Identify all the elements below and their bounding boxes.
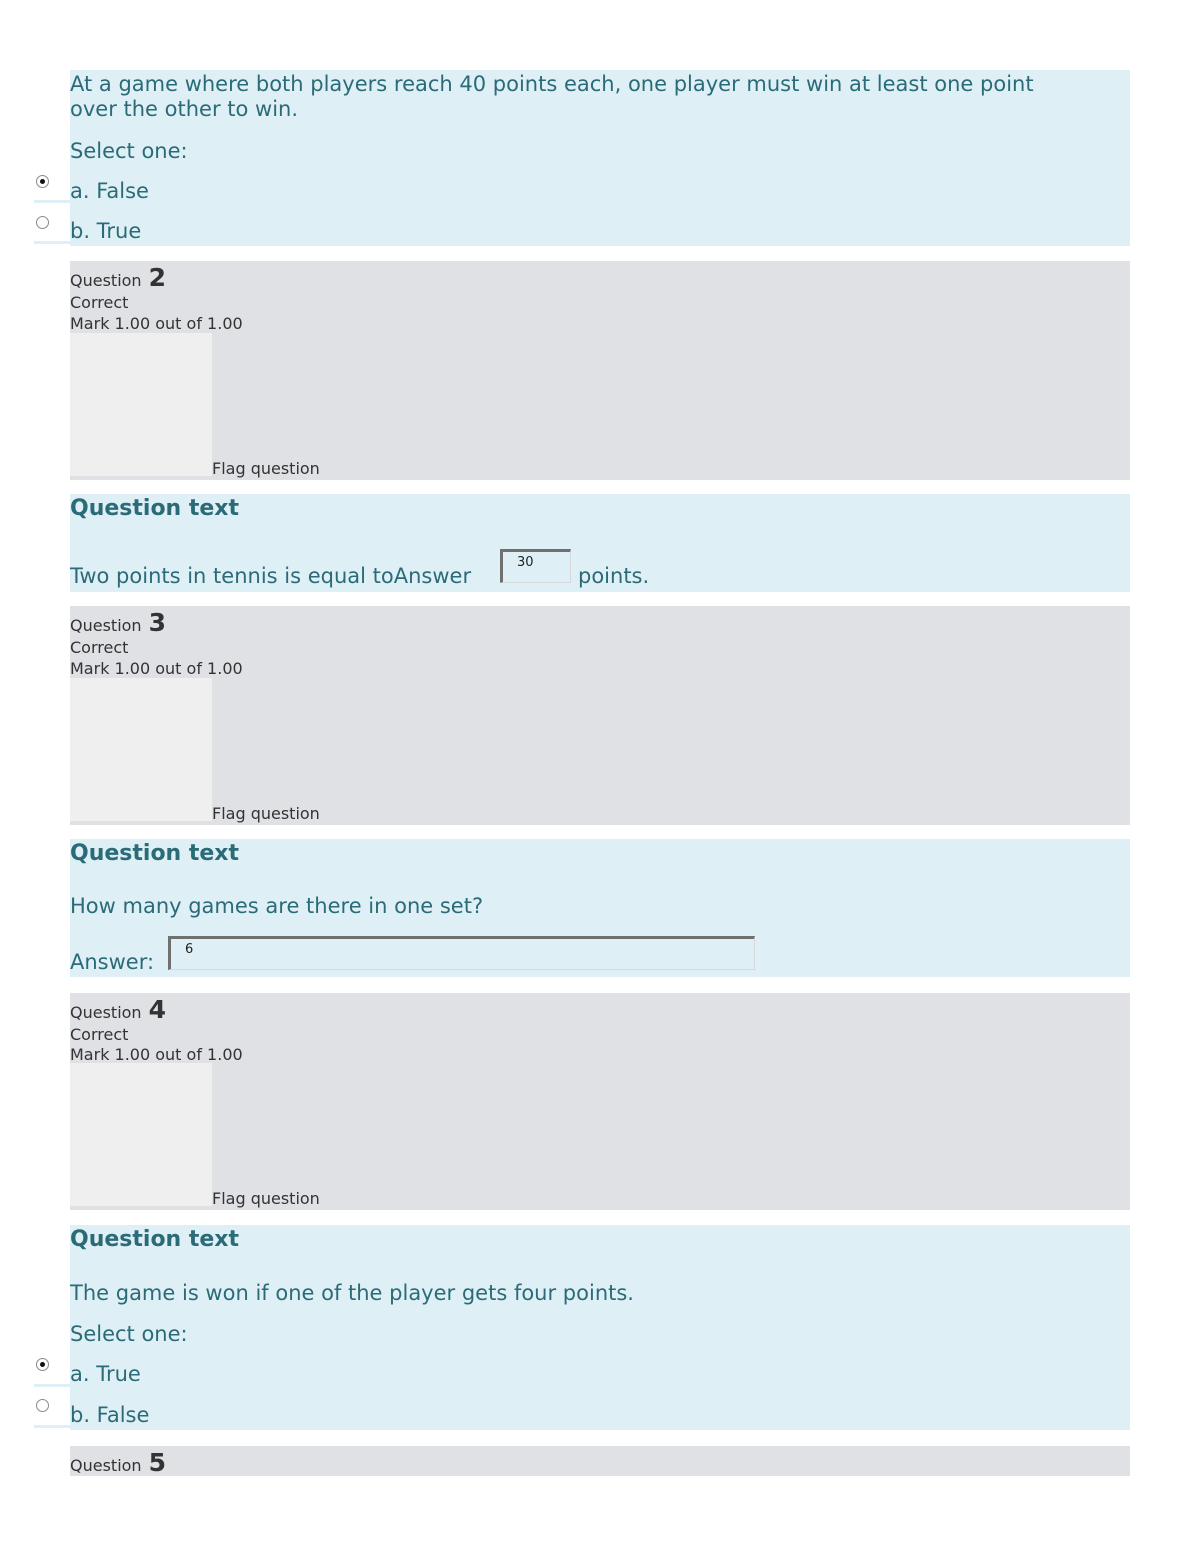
question-3-answer-label: Answer: (70, 950, 155, 974)
question-4-flag-link[interactable]: Flag question (212, 1189, 320, 1208)
question-5-number-value: 5 (148, 1448, 167, 1477)
radio-underline (34, 241, 70, 244)
question-5-info (70, 1446, 1130, 1476)
question-4-content (70, 1225, 1130, 1430)
question-2-flag-link[interactable]: Flag question (212, 459, 320, 478)
question-2-content (70, 494, 1130, 592)
question-3-heading: Question text (70, 841, 240, 866)
question-2-answer-input[interactable]: 30 (500, 549, 571, 583)
question-4-option-b-radio[interactable] (36, 1399, 49, 1412)
question-1-option-b-radio[interactable] (36, 216, 49, 229)
question-2-heading: Question text (70, 496, 240, 521)
question-4-info-panel (70, 1063, 212, 1206)
question-2-info (70, 261, 1130, 480)
question-3-number: Question 3 (70, 608, 167, 637)
question-3-answer-input[interactable]: 6 (168, 936, 755, 970)
question-2-number-value: 2 (148, 263, 167, 292)
question-3-info (70, 606, 1130, 825)
question-2-state: Correct (70, 293, 129, 312)
question-4-option-a-radio[interactable] (36, 1358, 49, 1371)
question-3-grade: Mark 1.00 out of 1.00 (70, 659, 243, 678)
radio-underline (34, 1425, 70, 1428)
question-1-option-b-label[interactable]: b. True (70, 219, 142, 243)
question-4-select-prompt: Select one: (70, 1322, 188, 1346)
question-2-text-after: points. (578, 564, 650, 588)
question-1-select-prompt: Select one: (70, 139, 188, 163)
question-4-option-b-label[interactable]: b. False (70, 1403, 150, 1427)
question-4-state: Correct (70, 1025, 129, 1044)
question-1-content (70, 70, 1130, 246)
question-2-number: Question 2 (70, 263, 167, 292)
question-2-text-before: Two points in tennis is equal toAnswer (70, 564, 472, 588)
question-3-text: How many games are there in one set? (70, 894, 484, 918)
question-1-text-line2: over the other to win. (70, 97, 299, 121)
question-4-number-value: 4 (148, 995, 167, 1024)
question-4-option-a-label[interactable]: a. True (70, 1362, 141, 1386)
question-2-grade: Mark 1.00 out of 1.00 (70, 314, 243, 333)
radio-underline (34, 1384, 70, 1387)
question-1-option-a-radio[interactable] (36, 175, 49, 188)
question-4-number: Question 4 (70, 995, 167, 1024)
question-3-flag-link[interactable]: Flag question (212, 804, 320, 823)
question-2-info-panel (70, 333, 212, 476)
question-4-info (70, 993, 1130, 1210)
question-4-heading: Question text (70, 1227, 240, 1252)
question-1-text: At a game where both players reach 40 points each, one player must win at least one point (70, 72, 1034, 96)
question-4-grade: Mark 1.00 out of 1.00 (70, 1045, 243, 1064)
question-1-option-a-label[interactable]: a. False (70, 179, 149, 203)
question-3-number-value: 3 (148, 608, 167, 637)
question-3-state: Correct (70, 638, 129, 657)
radio-underline (34, 200, 70, 203)
question-5-number: Question 5 (70, 1448, 167, 1477)
question-4-text: The game is won if one of the player gets four points. (70, 1281, 634, 1305)
question-3-content (70, 839, 1130, 977)
question-3-info-panel (70, 678, 212, 821)
